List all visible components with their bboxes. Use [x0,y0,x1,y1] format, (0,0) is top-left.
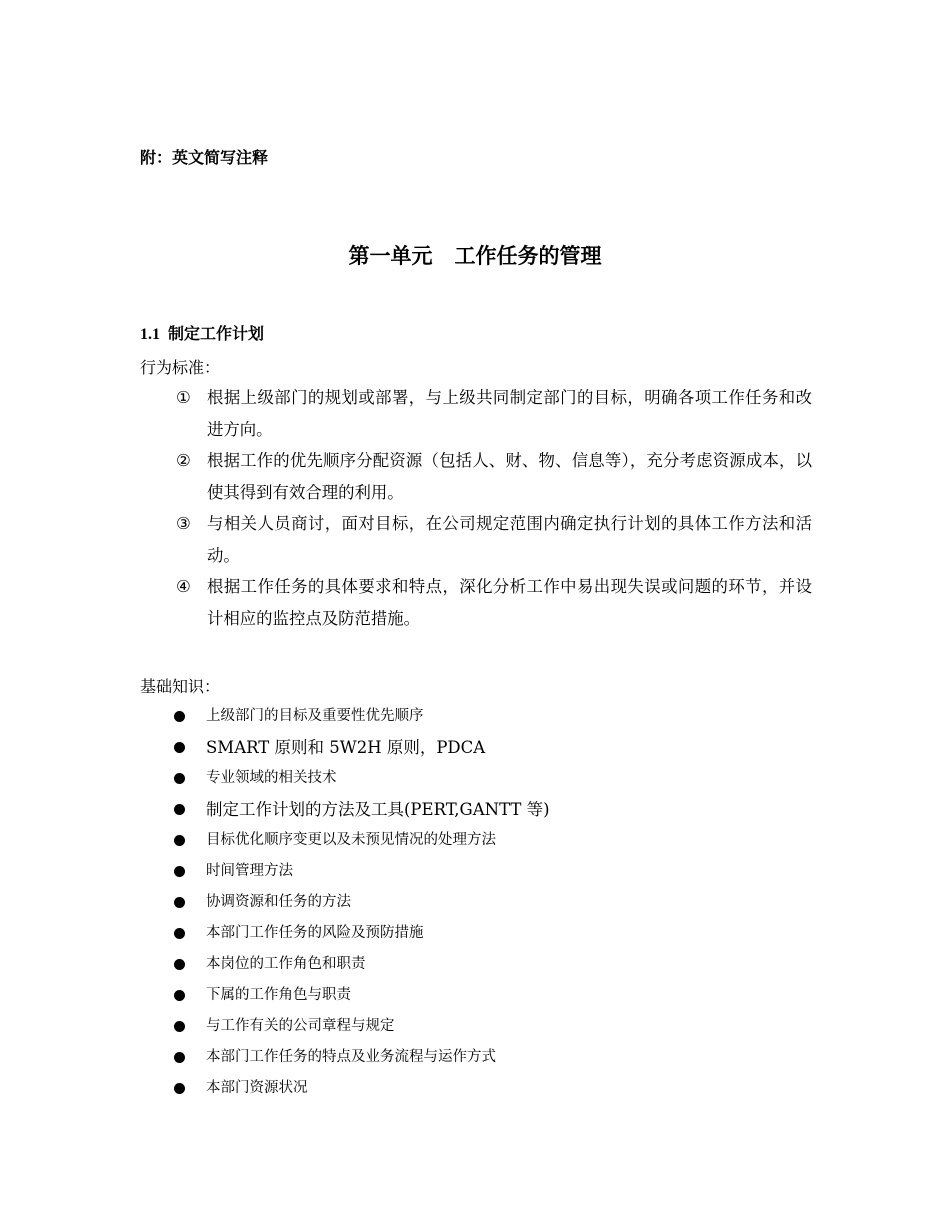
knowledge-item [172,701,550,732]
bullet-icon [174,866,185,877]
standard-text: 根据上级部门的规划或部署，与上级共同制定部门的目标，明确各项工作任务和改进方向。 [207,388,812,439]
standard-text: 根据工作任务的具体要求和特点，深化分析工作中易出现失误或问题的环节，并设计相应的监控点及防范措施。 [207,577,812,628]
basic-knowledge-list [172,701,550,1104]
section-number: 1.1 [140,326,160,343]
knowledge-text: 专业领域的相关技术 [206,770,337,786]
bullet-icon [174,928,185,939]
knowledge-item [172,763,550,794]
basic-knowledge-label: 基础知识： [140,677,221,696]
knowledge-item [172,949,550,980]
knowledge-item [172,732,550,763]
knowledge-text: SMART 原则和 5W2H 原则，PDCA [206,738,486,757]
standard-marker: ③ [176,514,191,533]
knowledge-item [172,918,550,949]
knowledge-text: 本部门工作任务的特点及业务流程与运作方式 [206,1049,496,1065]
bullet-icon [174,804,185,815]
section-heading [140,321,264,344]
knowledge-text: 本部门资源状况 [206,1080,308,1096]
knowledge-item [172,825,550,856]
bullet-icon [174,773,185,784]
knowledge-item [172,1073,550,1104]
standard-marker: ② [176,451,191,470]
knowledge-text: 下属的工作角色与职责 [206,987,351,1003]
standard-item [176,382,812,445]
knowledge-text: 本岗位的工作角色和职责 [206,956,366,972]
bullet-icon [174,711,185,722]
knowledge-text: 目标优化顺序变更以及未预见情况的处理方法 [206,832,496,848]
knowledge-text: 与工作有关的公司章程与规定 [206,1018,395,1034]
knowledge-item [172,980,550,1011]
knowledge-item [172,856,550,887]
standard-marker: ① [176,388,191,407]
bullet-icon [174,959,185,970]
bullet-icon [174,990,185,1001]
knowledge-item [172,1011,550,1042]
appendix-title: 附：英文简写注释 [140,148,269,167]
bullet-icon [174,1083,185,1094]
unit-number: 第一单元 [348,244,433,268]
bullet-icon [174,742,185,753]
standard-item [176,571,812,634]
standard-text: 与相关人员商讨，面对目标，在公司规定范围内确定执行计划的具体工作方法和活动。 [207,514,812,565]
standard-item [176,508,812,571]
knowledge-text: 上级部门的目标及重要性优先顺序 [206,708,424,724]
knowledge-item [172,887,550,918]
standard-text: 根据工作的优先顺序分配资源（包括人、财、物、信息等），充分考虑资源成本，以使其得到有效合理的利用。 [207,451,812,502]
bullet-icon [174,1052,185,1063]
standard-marker: ④ [176,577,191,596]
behavior-standards-label: 行为标准： [140,358,221,377]
unit-title [0,240,950,270]
knowledge-item [172,794,550,825]
knowledge-text: 制定工作计划的方法及工具(PERT,GANTT 等) [206,800,550,819]
knowledge-text: 本部门工作任务的风险及预防措施 [206,925,424,941]
section-title: 制定工作计划 [168,324,265,343]
knowledge-text: 时间管理方法 [206,863,293,879]
bullet-icon [174,897,185,908]
knowledge-text: 协调资源和任务的方法 [206,894,351,910]
bullet-icon [174,835,185,846]
unit-name: 工作任务的管理 [454,244,602,268]
knowledge-item [172,1042,550,1073]
behavior-standards-list [176,382,812,634]
bullet-icon [174,1021,185,1032]
standard-item [176,445,812,508]
